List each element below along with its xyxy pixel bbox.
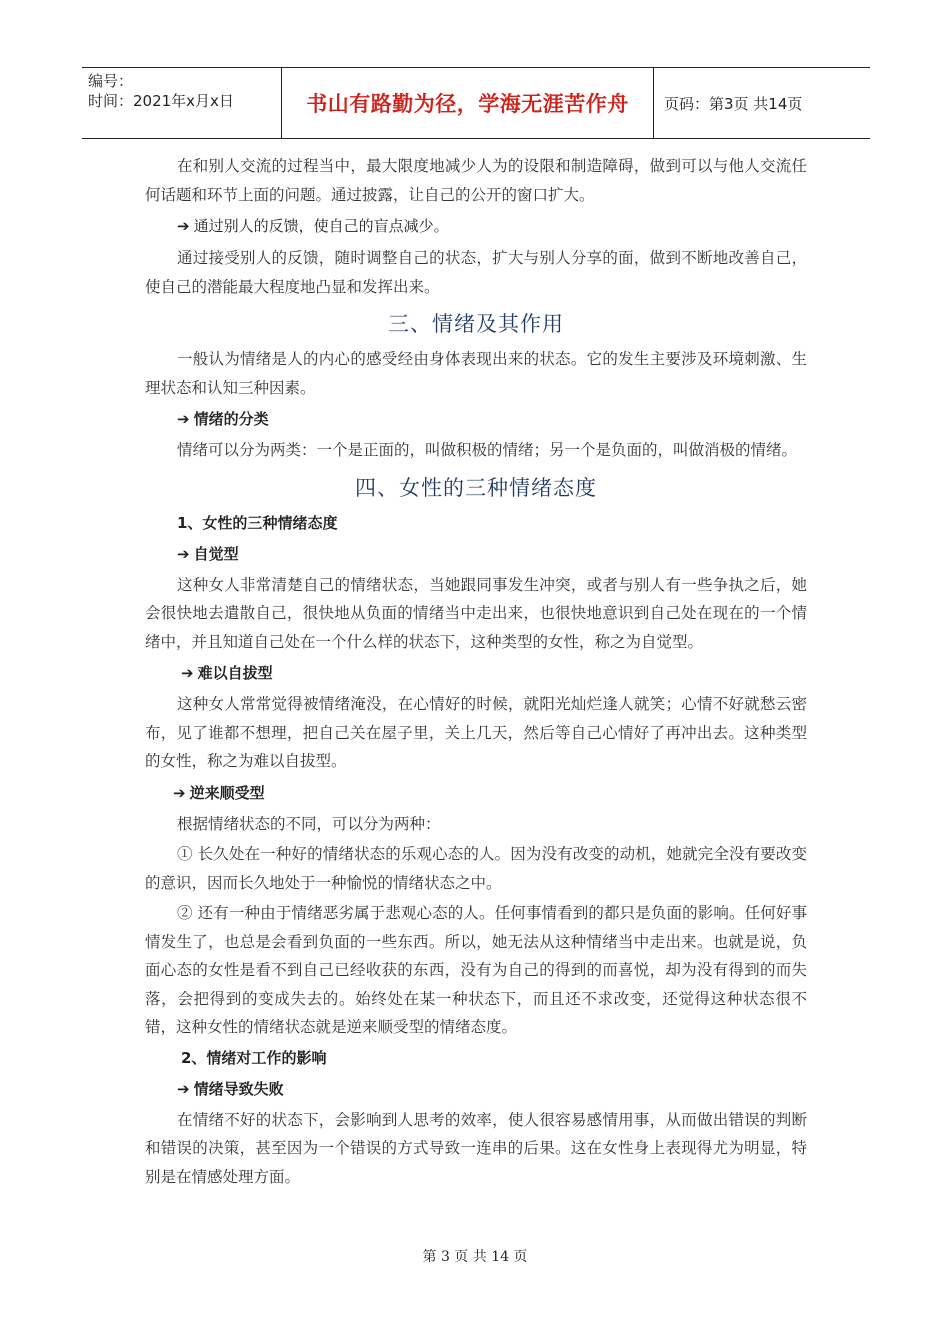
paragraph: 在和别人交流的过程当中，最大限度地减少人为的设限和制造障碍，做到可以与他人交流任何话题和环节上面的问题。通过披露，让自己的公开的窗口扩大。	[145, 157, 807, 204]
document-body	[145, 152, 807, 1193]
paragraph: 根据情绪状态的不同，可以分为两种：	[177, 814, 441, 833]
header-page-cell	[654, 68, 870, 138]
arrow-icon: ➔	[177, 544, 190, 563]
arrow-icon: ➔	[177, 410, 190, 428]
page-footer: 第 3 页 共 14 页	[422, 1249, 528, 1265]
arrow-heading	[177, 405, 807, 433]
sub-title: 1、女性的三种情绪态度	[177, 513, 338, 532]
serial-label: 编号：	[88, 72, 134, 90]
paragraph: ① 长久处在一种好的情绪状态的乐观心态的人。因为没有改变的动机，她就完全没有要改变的意识，因而长久地处于一种愉悦的情绪状态之中。	[145, 845, 807, 892]
section-title: 四、女性的三种情绪态度	[355, 475, 597, 500]
arrow-heading	[177, 1075, 807, 1103]
date-label: 时间：2021年x月x日	[88, 92, 234, 110]
header-left-cell	[82, 68, 282, 138]
paragraph: 这种女人非常清楚自己的情绪状态，当她跟同事发生冲突，或者与别人有一些争执之后，她会很快地去遣散自己，很快地从负面的情绪当中走出来，也很快地意识到自己处在现在的一个情绪中，并且知道自己处在一个什么样的状态下，这种类型的女性，称之为自觉型。	[145, 575, 807, 651]
arrow-heading	[181, 659, 807, 687]
arrow-icon: ➔	[177, 217, 190, 235]
arrow-heading	[177, 540, 807, 568]
paragraph: 这种女人常常觉得被情绪淹没，在心情好的时候，就阳光灿烂逢人就笑；心情不好就愁云密布，见了谁都不想理，把自己关在屋子里，关上几天，然后等自己心情好了再冲出去。这种类型的女性，称之为难以自拔型。	[145, 695, 807, 770]
paragraph: 在情绪不好的状态下，会影响到人思考的效率，使人很容易感情用事，从而做出错误的判断和错误的决策，甚至因为一个错误的方式导致一连串的后果。这在女性身上表现得尤为明显，特别是在情感处理方面。	[145, 1110, 807, 1186]
arrow-heading-text: 逆来顺受型	[189, 783, 265, 802]
arrow-item-text: 通过别人的反馈，使自己的盲点减少。	[193, 217, 449, 235]
paragraph: 情绪可以分为两类：一个是正面的，叫做积极的情绪；另一个是负面的，叫做消极的情绪。	[177, 441, 798, 459]
paragraph: ② 还有一种由于情绪恶劣属于悲观心态的人。任何事情看到的都只是负面的影响。任何好事情发生了，也总是会看到负面的一些东西。所以，她无法从这种情绪当中走出来。也就是说，负面心态的女性是看不到自己已经收获的东西，没有为自己的得到的而喜悦，却为没有得到的而失落，会把得到的变成失去的。始终处在某一种状态下，而且还不求改变，还觉得这种状态很不错，这种女性的情绪状态就是逆来顺受型的情绪态度。	[145, 904, 807, 1036]
arrow-item	[177, 212, 807, 240]
arrow-heading-text: 情绪的分类	[193, 410, 269, 428]
paragraph: 一般认为情绪是人的内心的感受经由身体表现出来的状态。它的发生主要涉及环境刺激、生理状态和认知三种因素。	[145, 350, 807, 397]
motto-text: 书山有路勤为径，学海无涯苦作舟	[306, 92, 629, 116]
arrow-icon: ➔	[181, 664, 194, 682]
page-info: 页码：第3页 共14页	[664, 94, 803, 113]
paragraph: 通过接受别人的反馈，随时调整自己的状态，扩大与别人分享的面，做到不断地改善自己，使自己的潜能最大程度地凸显和发挥出来。	[145, 249, 807, 296]
header-table	[82, 67, 870, 139]
arrow-heading	[173, 779, 807, 807]
arrow-heading-text: 自觉型	[193, 544, 239, 563]
arrow-heading-text: 情绪导致失败	[193, 1079, 284, 1098]
header-motto-cell	[282, 68, 654, 138]
section-title: 三、情绪及其作用	[388, 312, 564, 336]
arrow-icon: ➔	[177, 1079, 190, 1098]
sub-title: 2、情绪对工作的影响	[181, 1048, 327, 1067]
arrow-icon: ➔	[173, 783, 186, 802]
arrow-heading-text: 难以自拔型	[197, 664, 273, 682]
